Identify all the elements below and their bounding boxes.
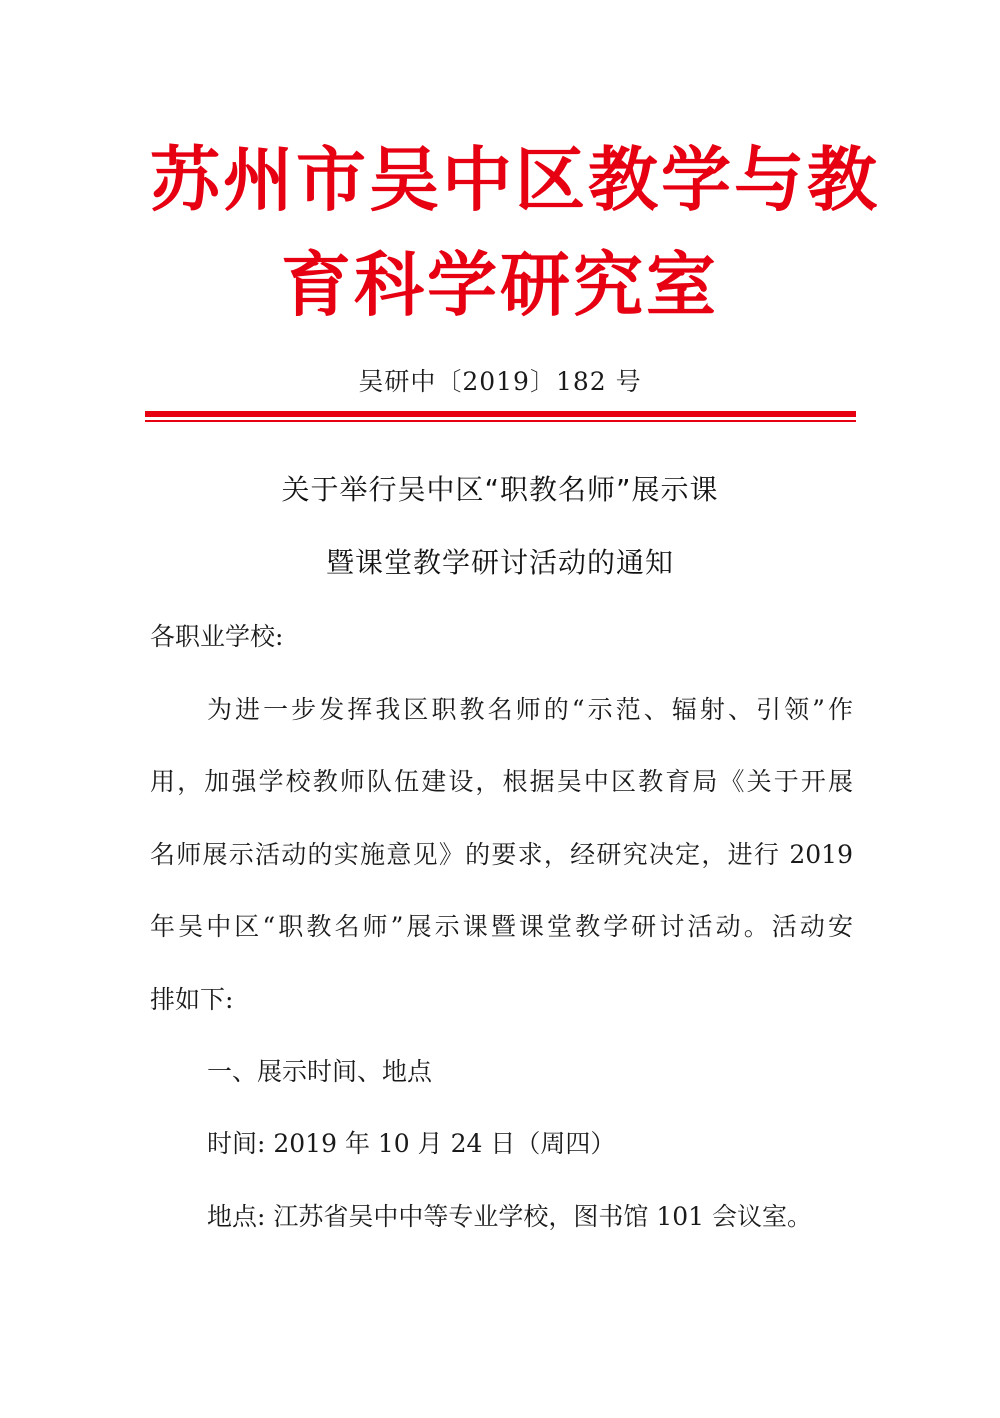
body-paragraph-line: 为进一步发挥我区职教名师的“示范、辐射、引领”作	[207, 695, 853, 724]
body-paragraph-line: 排如下:	[150, 985, 234, 1014]
section-heading: 一、展示时间、地点	[207, 1057, 433, 1086]
notice-title-line-1: 关于举行吴中区“职教名师”展示课	[281, 473, 719, 506]
issuing-organization-title-line-2: 育科学研究室	[281, 243, 719, 326]
body-paragraph-line: 用，加强学校教师队伍建设，根据吴中区教育局《关于开展	[150, 767, 853, 796]
document-number: 吴研中〔2019〕182 号	[358, 367, 642, 396]
salutation: 各职业学校:	[150, 622, 284, 651]
place-line: 地点: 江苏省吴中中等专业学校，图书馆 101 会议室。	[207, 1202, 812, 1231]
red-divider-thick	[145, 411, 856, 417]
red-divider-thin	[145, 420, 856, 422]
body-paragraph-line: 年吴中区“职教名师”展示课暨课堂教学研讨活动。活动安	[150, 912, 853, 941]
issuing-organization-title-line-1: 苏州市吴中区教学与教	[150, 138, 880, 221]
body-paragraph-line: 名师展示活动的实施意见》的要求，经研究决定，进行 2019	[150, 840, 853, 869]
time-line: 时间: 2019 年 10 月 24 日（周四）	[207, 1129, 616, 1158]
notice-title-line-2: 暨课堂教学研讨活动的通知	[325, 546, 674, 579]
